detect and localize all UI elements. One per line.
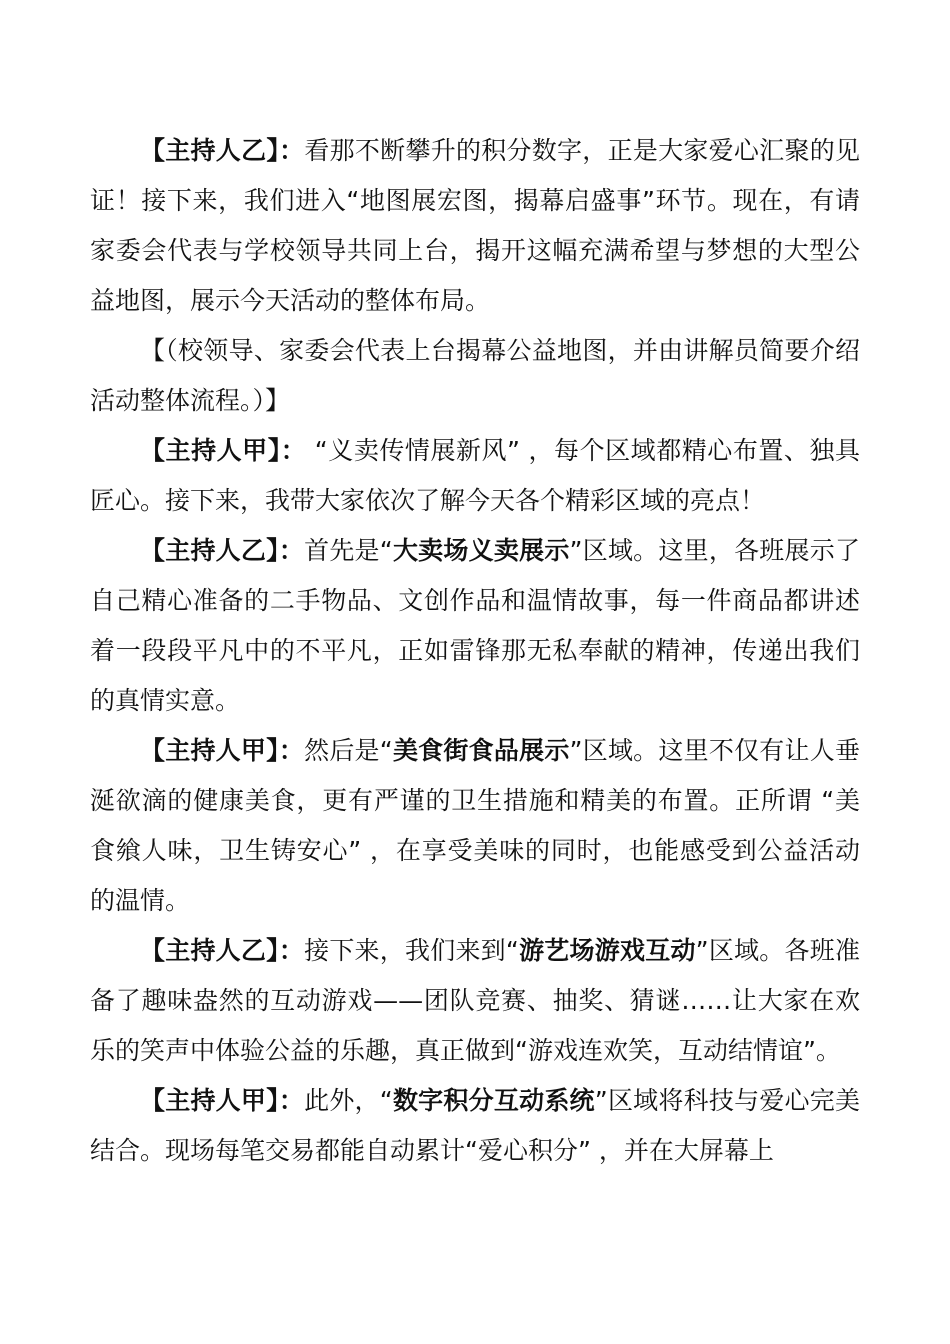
paragraph-5 (90, 726, 860, 926)
paragraph-7 (90, 1076, 860, 1176)
paragraph-text: ”区域。这里不仅有让人垂涎欲滴的健康美食，更有严谨的卫生措施和精美的布置。正所谓 “美食飨人味，卫生铸安心” ，在享受美味的同时，也能感受到公益活动的温情。 (90, 736, 860, 915)
paragraph-3 (90, 426, 860, 526)
stage-direction (90, 326, 860, 426)
zone-name: 数字积分互动系统 (392, 1086, 595, 1115)
zone-name: 游艺场游戏互动 (518, 936, 696, 965)
speaker-label: 【主持人甲】： (140, 436, 307, 465)
speaker-label: 【主持人甲】： (140, 736, 305, 765)
paragraph-text: 首先是“ (304, 536, 393, 565)
paragraph-text: 然后是“ (304, 736, 393, 765)
speaker-label: 【主持人乙】： (140, 136, 305, 165)
script-body (90, 126, 860, 1176)
speaker-label: 【主持人乙】： (140, 936, 305, 965)
paragraph-text: ”区域。这里，各班展示了自己精心准备的二手物品、文创作品和温情故事，每一件商品都讲述着一段段平凡中的不平凡，正如雷锋那无私奉献的精神，传递出我们的真情实意。 (90, 536, 860, 715)
speaker-label: 【主持人乙】： (140, 536, 305, 565)
paragraph-text: ”区域将科技与爱心完美结合。现场每笔交易都能自动累计“爱心积分” ，并在大屏幕上 (90, 1086, 860, 1165)
speaker-label: 【主持人甲】： (140, 1086, 305, 1115)
paragraph-text: 此外，“ (304, 1086, 393, 1115)
stage-direction-text: 【（校领导、家委会代表上台揭幕公益地图，并由讲解员简要介绍活动整体流程。）】 (90, 336, 860, 415)
paragraph-6 (90, 926, 860, 1076)
paragraph-4 (90, 526, 860, 726)
paragraph-text: 看那不断攀升的积分数字，正是大家爱心汇聚的见证！接下来，我们进入“地图展宏图，揭幕启盛事”环节。现在，有请家委会代表与学校领导共同上台，揭开这幅充满希望与梦想的大型公益地图，展示今天活动的整体布局。 (90, 136, 860, 315)
paragraph-text: ”区域。各班准备了趣味盎然的互动游戏——团队竞赛、抽奖、猜谜……让大家在欢乐的笑声中体验公益的乐趣，真正做到“游戏连欢笑，互动结情谊”。 (90, 936, 860, 1065)
paragraph-1 (90, 126, 860, 326)
paragraph-text: 接下来，我们来到“ (304, 936, 519, 965)
paragraph-text: “义卖传情展新风” ，每个区域都精心布置、独具匠心。接下来，我带大家依次了解今天各个精彩区域的亮点！ (90, 436, 860, 515)
zone-name: 大卖场义卖展示 (392, 536, 570, 565)
zone-name: 美食街食品展示 (392, 736, 570, 765)
